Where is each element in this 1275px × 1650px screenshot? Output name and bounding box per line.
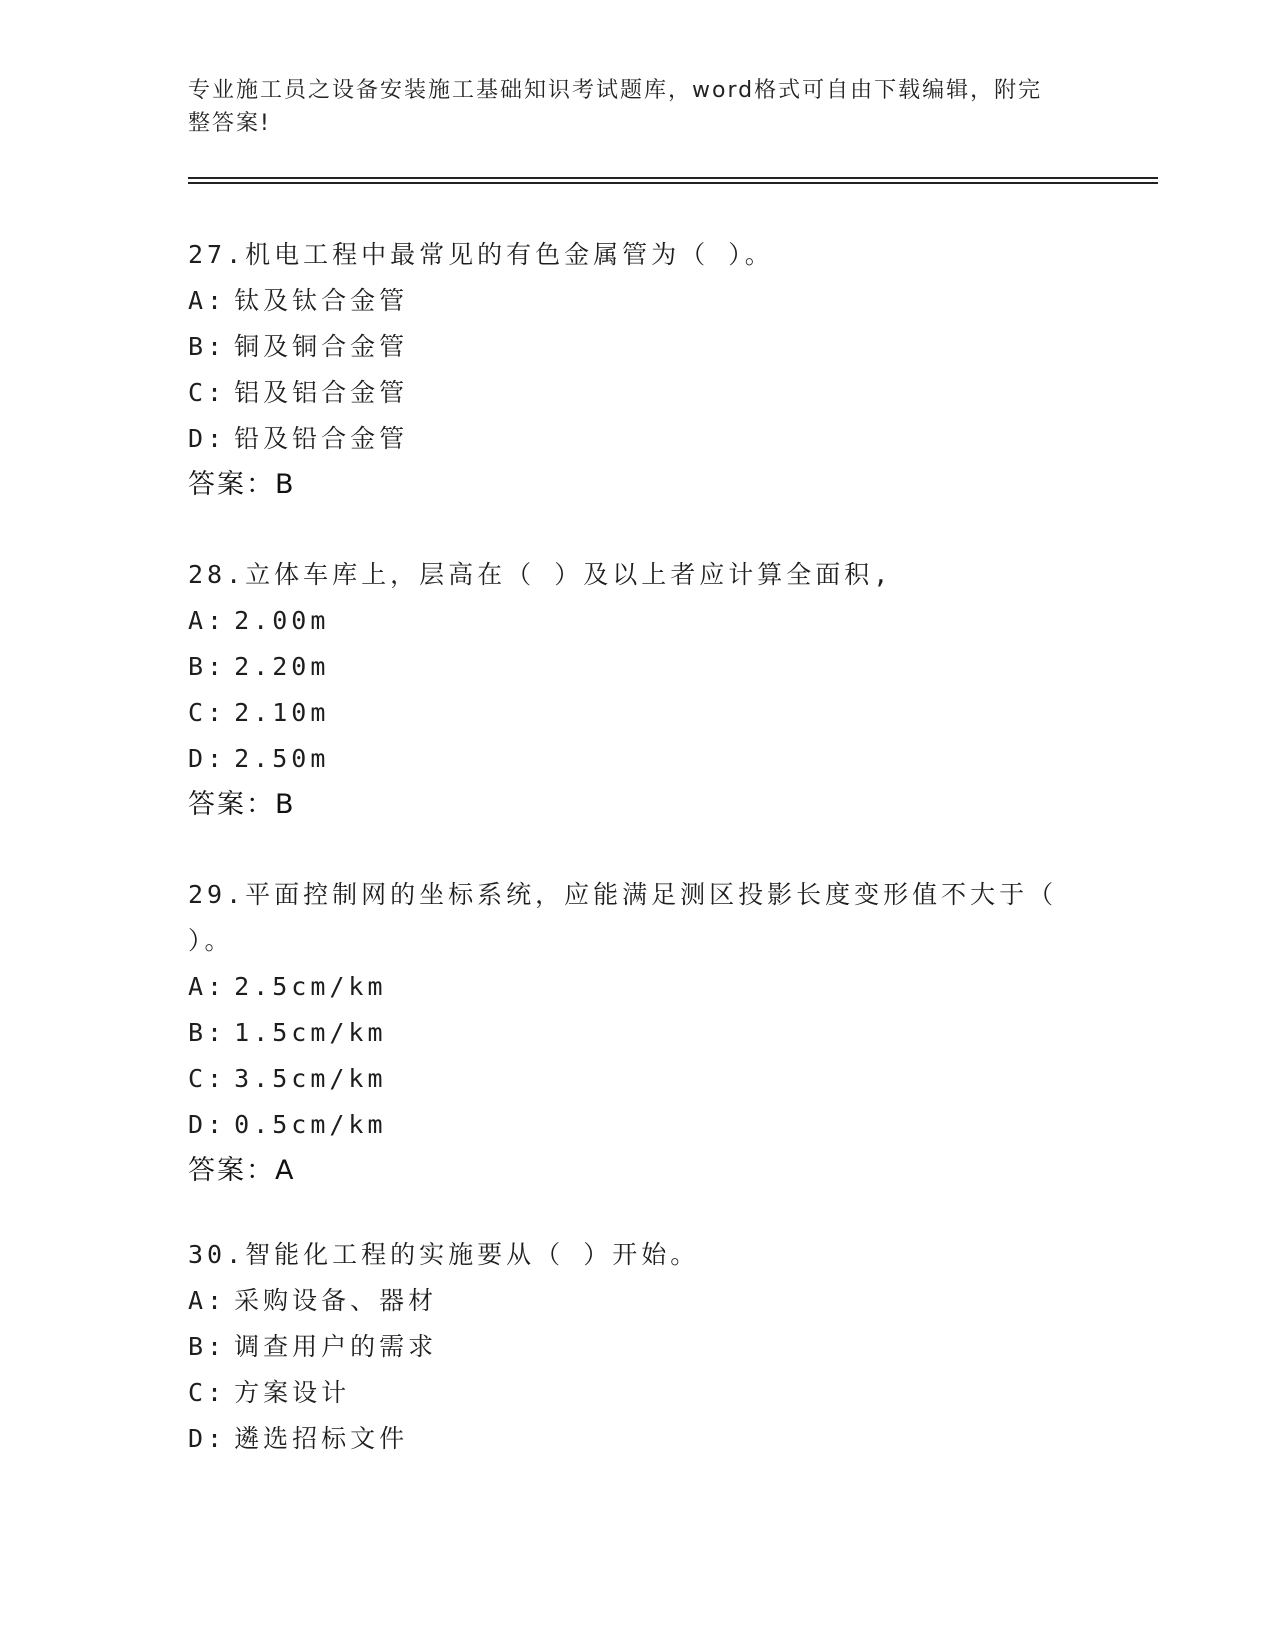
option-key: C: [188,698,227,727]
option-a [188,598,1088,644]
question-27 [188,232,1088,508]
option-key: D: [188,744,227,773]
question-stem-line-1: 29.平面控制网的坐标系统，应能满足测区投影长度变形值不大于（ [188,880,1058,909]
header-divider-top [188,177,1158,179]
option-d [188,736,1088,782]
option-key: D: [188,1424,227,1453]
option-c [188,1056,1088,1102]
option-c [188,370,1088,416]
option-key: B: [188,1018,227,1047]
option-key: A: [188,972,227,1001]
option-text: 铝及铝合金管 [234,378,409,407]
question-29 [188,872,1088,1194]
option-c [188,1370,1088,1416]
option-key: C: [188,1064,227,1093]
option-c [188,690,1088,736]
option-key: D: [188,424,227,453]
option-text: 钛及钛合金管 [234,286,409,315]
question-28 [188,552,1088,828]
option-text: 遴选招标文件 [234,1424,409,1453]
question-stem: 27.机电工程中最常见的有色金属管为（ ）。 [188,240,774,269]
option-d [188,1102,1088,1148]
option-key: A: [188,606,227,635]
option-text: 2.00m [234,606,330,635]
option-b [188,1010,1088,1056]
option-text: 3.5cm/km [234,1064,387,1093]
answer-line: 答案：B [188,789,296,820]
option-text: 铜及铜合金管 [234,332,409,361]
header-line-2: 整答案! [188,111,271,136]
option-text: 铅及铅合金管 [234,424,409,453]
option-key: C: [188,1378,227,1407]
option-a [188,1278,1088,1324]
option-text: 2.5cm/km [234,972,387,1001]
option-key: D: [188,1110,227,1139]
option-text: 调查用户的需求 [234,1332,438,1361]
question-stem-line-2: ）。 [188,926,234,955]
option-key: B: [188,332,227,361]
option-a [188,278,1088,324]
answer-line: 答案：B [188,469,296,500]
option-key: A: [188,286,227,315]
option-key: C: [188,378,227,407]
option-text: 2.50m [234,744,330,773]
option-b [188,1324,1088,1370]
option-text: 2.10m [234,698,330,727]
header-line-1: 专业施工员之设备安装施工基础知识考试题库，word格式可自由下载编辑，附完 [188,78,1043,103]
option-key: B: [188,1332,227,1361]
option-text: 1.5cm/km [234,1018,387,1047]
answer-line: 答案：A [188,1155,296,1186]
document-header [188,74,1068,140]
option-d [188,416,1088,462]
option-a [188,964,1088,1010]
option-text: 采购设备、器材 [234,1286,438,1315]
option-key: B: [188,652,227,681]
question-30 [188,1232,1088,1462]
option-key: A: [188,1286,227,1315]
option-text: 0.5cm/km [234,1110,387,1139]
option-text: 2.20m [234,652,330,681]
option-text: 方案设计 [234,1378,351,1407]
question-stem: 30.智能化工程的实施要从（ ）开始。 [188,1240,700,1269]
option-b [188,644,1088,690]
header-divider-bottom [188,182,1158,184]
option-b [188,324,1088,370]
option-d [188,1416,1088,1462]
question-stem: 28.立体车库上，层高在（ ）及以上者应计算全面积, [188,560,893,589]
